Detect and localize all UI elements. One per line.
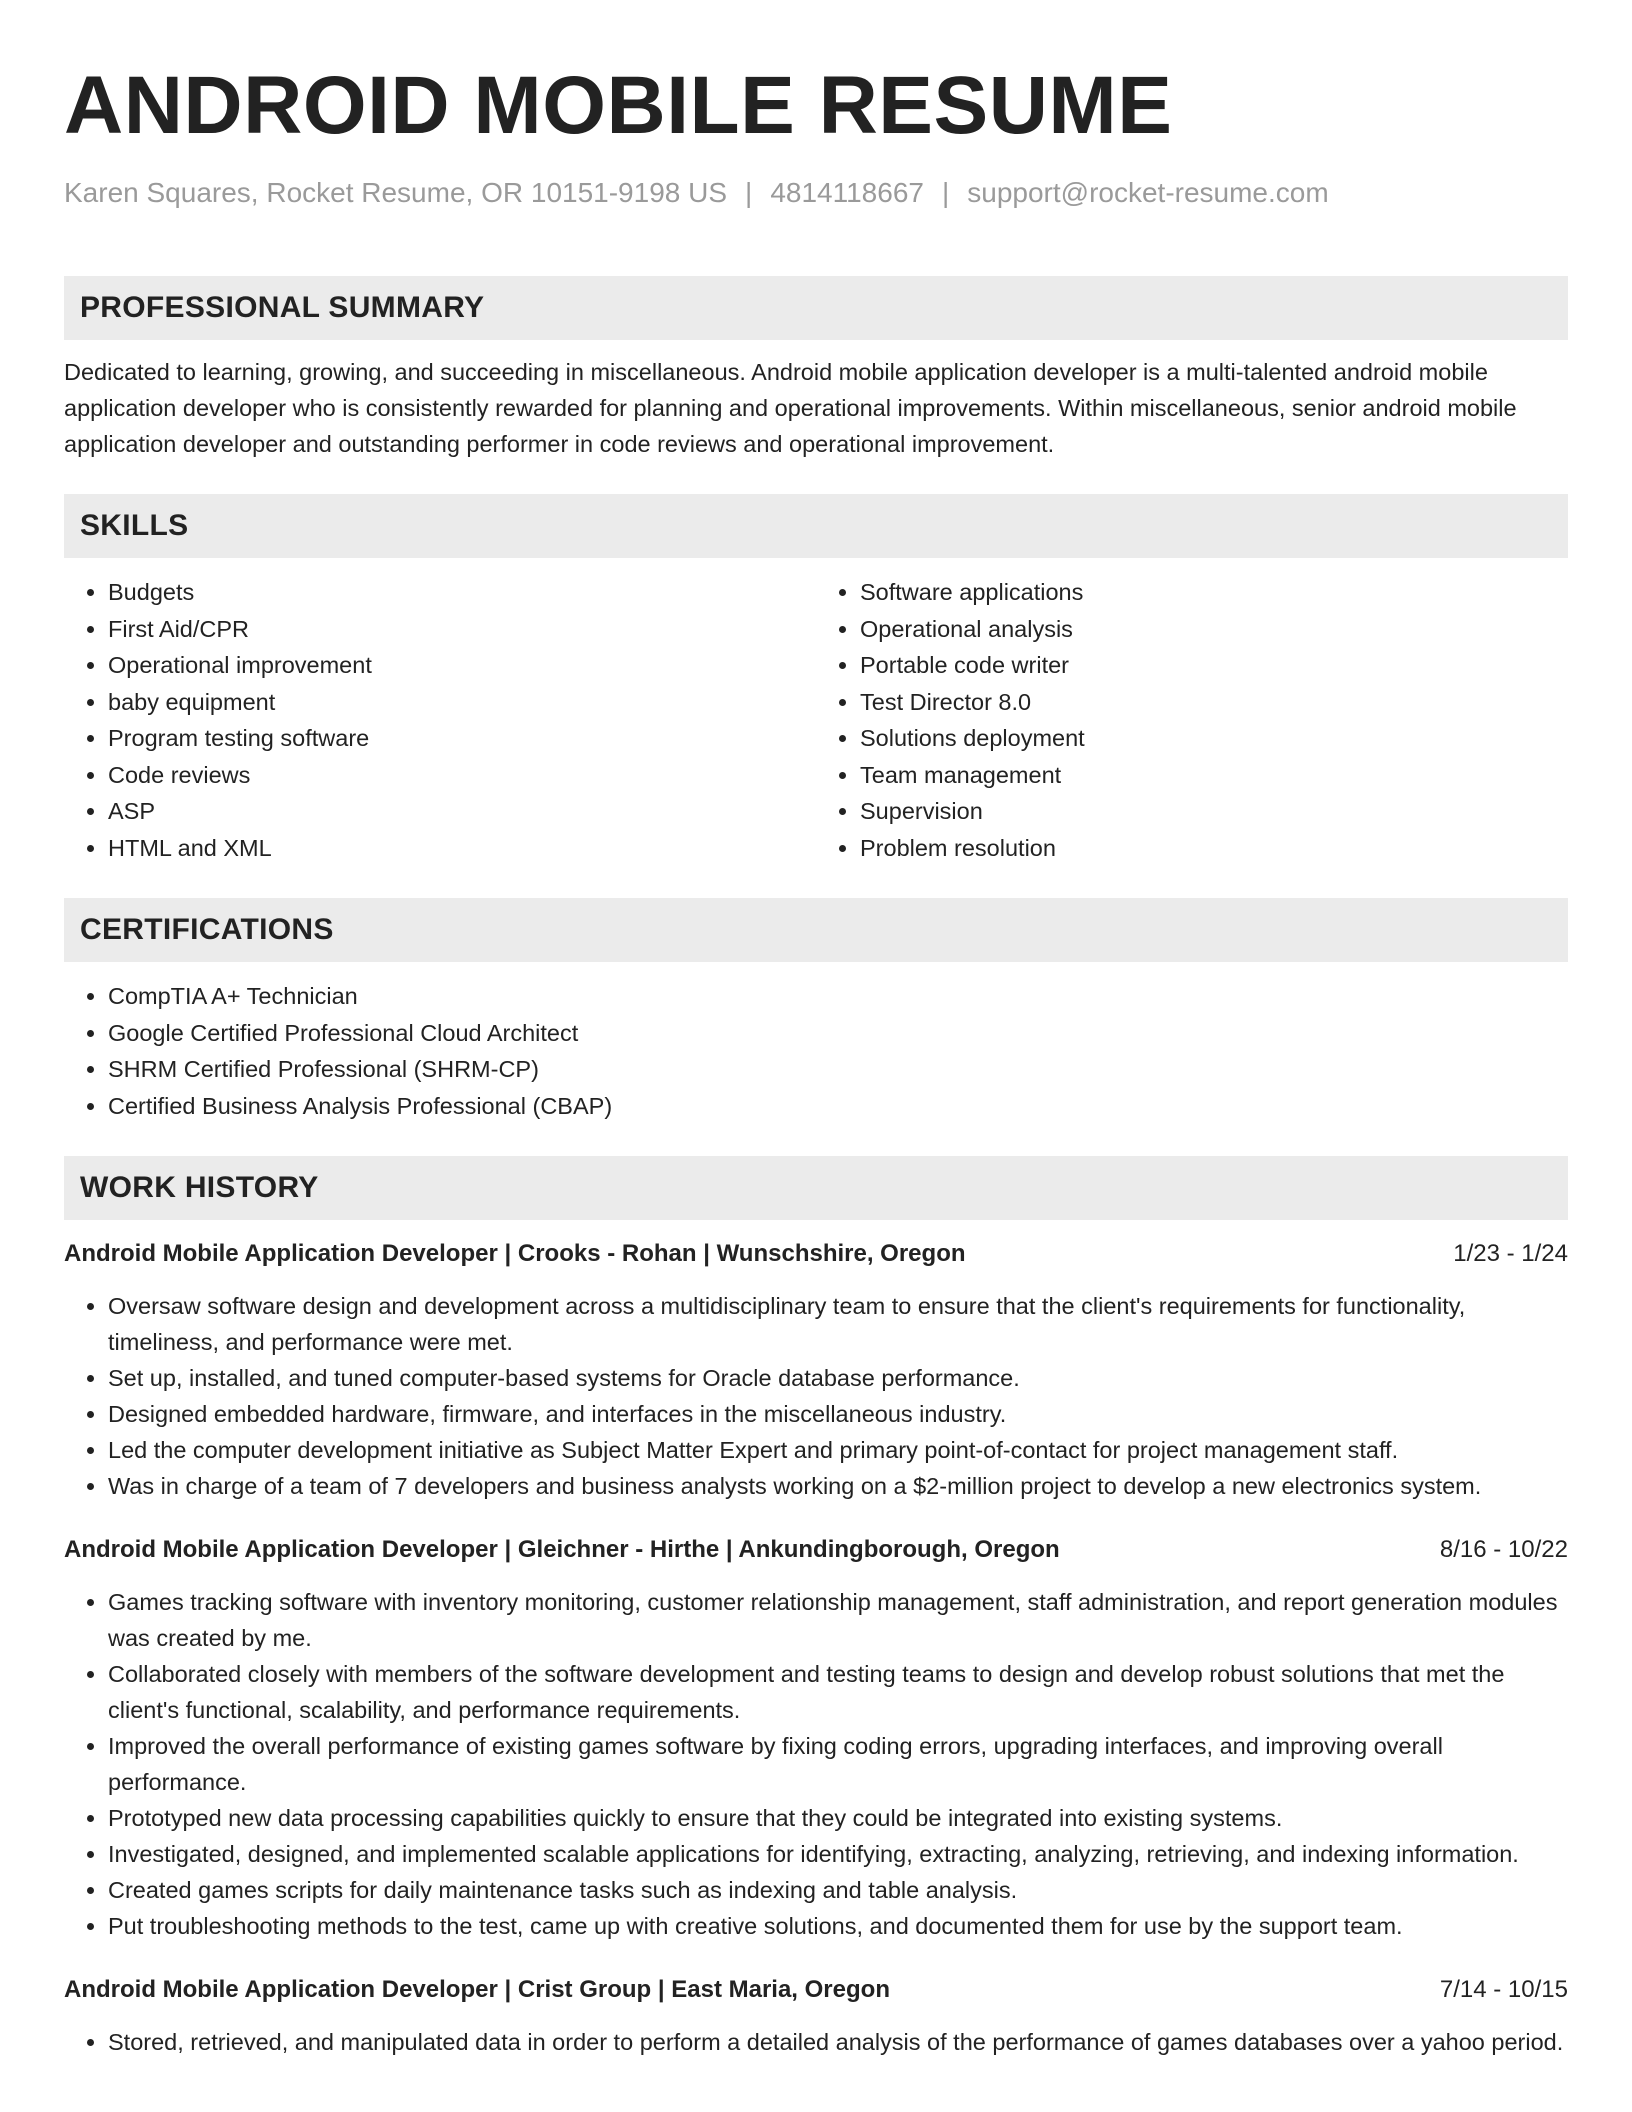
job-header	[64, 1532, 1568, 1568]
skill-item: • Supervision	[860, 793, 1568, 830]
skills-list-right	[816, 574, 1568, 866]
job-bullet: • Improved the overall performance of existing games software by fixing coding errors, upgrading interfaces, and improving overall performance.	[108, 1728, 1568, 1800]
job-entry	[64, 1532, 1568, 1944]
contact-phone: 4814118667	[770, 177, 924, 208]
skill-item: • baby equipment	[108, 684, 816, 721]
skill-item: • Test Director 8.0	[860, 684, 1568, 721]
skill-item: • Code reviews	[108, 757, 816, 794]
job-bullet: • Prototyped new data processing capabilities quickly to ensure that they could be integrated into existing systems.	[108, 1800, 1568, 1836]
skill-item: • Operational analysis	[860, 611, 1568, 648]
job-bullet: • Designed embedded hardware, firmware, and interfaces in the miscellaneous industry.	[108, 1396, 1568, 1432]
job-bullet: • Games tracking software with inventory monitoring, customer relationship management, staff administration, and report generation modules was created by me.	[108, 1584, 1568, 1656]
certification-item: • CompTIA A+ Technician	[108, 978, 1568, 1015]
skill-item: • Operational improvement	[108, 647, 816, 684]
section-heading-work-history: WORK HISTORY	[64, 1156, 1568, 1220]
job-title: Android Mobile Application Developer | Crist Group | East Maria, Oregon	[64, 1976, 890, 2003]
skills-columns	[64, 574, 1568, 866]
contact-address: Karen Squares, Rocket Resume, OR 10151-9198 US	[64, 177, 728, 208]
job-dates: 8/16 - 10/22	[1439, 1536, 1568, 1563]
job-title: Android Mobile Application Developer | Crooks - Rohan | Wunschshire, Oregon	[64, 1240, 966, 1267]
job-bullet: • Investigated, designed, and implemented scalable applications for identifying, extracting, analyzing, retrieving, and indexing information.	[108, 1836, 1568, 1872]
certifications-list	[64, 978, 1568, 1124]
certification-item: • SHRM Certified Professional (SHRM-CP)	[108, 1051, 1568, 1088]
certification-item: • Google Certified Professional Cloud Architect	[108, 1015, 1568, 1052]
job-bullet: • Set up, installed, and tuned computer-based systems for Oracle database performance.	[108, 1360, 1568, 1396]
contact-separator: |	[745, 177, 753, 208]
skill-item: • Team management	[860, 757, 1568, 794]
skills-list-left	[64, 574, 816, 866]
skill-item: • ASP	[108, 793, 816, 830]
certification-item: • Certified Business Analysis Professional (CBAP)	[108, 1088, 1568, 1125]
skill-item: • Portable code writer	[860, 647, 1568, 684]
job-entry	[64, 1236, 1568, 1504]
job-bullets	[64, 1288, 1568, 1504]
section-heading-certifications: CERTIFICATIONS	[64, 898, 1568, 962]
skill-item: • First Aid/CPR	[108, 611, 816, 648]
skill-item: • Software applications	[860, 574, 1568, 611]
job-header	[64, 1236, 1568, 1272]
contact-email: support@rocket-resume.com	[967, 177, 1329, 208]
summary-text: Dedicated to learning, growing, and succeeding in miscellaneous. Android mobile application developer is a multi-talented android mobile application developer who is consistently rewarded for planning and operational improvements. Within miscellaneous, senior android mobile application developer and outstanding performer in code reviews and operational improvement.	[64, 359, 1517, 457]
skill-item: • Program testing software	[108, 720, 816, 757]
contact-separator: |	[941, 177, 950, 208]
contact-line	[64, 176, 1568, 210]
job-bullet: • Put troubleshooting methods to the test, came up with creative solutions, and documented them for use by the support team.	[108, 1908, 1568, 1944]
job-bullet: • Was in charge of a team of 7 developers and business analysts working on a $2-million project to develop a new electronics system.	[108, 1468, 1568, 1504]
job-bullets	[64, 2024, 1568, 2060]
job-bullet: • Oversaw software design and development across a multidisciplinary team to ensure that the client's requirements for functionality, timeliness, and performance were met.	[108, 1288, 1568, 1360]
job-bullet: • Created games scripts for daily maintenance tasks such as indexing and table analysis.	[108, 1872, 1568, 1908]
job-header	[64, 1972, 1568, 2008]
skill-item: • Solutions deployment	[860, 720, 1568, 757]
page-title: ANDROID MOBILE RESUME	[64, 60, 1173, 151]
job-title: Android Mobile Application Developer | Gleichner - Hirthe | Ankundingborough, Oregon	[64, 1536, 1060, 1563]
section-heading-skills: SKILLS	[64, 494, 1568, 558]
job-bullet: • Stored, retrieved, and manipulated data in order to perform a detailed analysis of the performance of games databases over a yahoo period.	[108, 2024, 1568, 2060]
job-bullet: • Led the computer development initiative as Subject Matter Expert and primary point-of-contact for project management staff.	[108, 1432, 1568, 1468]
skill-item: • Budgets	[108, 574, 816, 611]
job-dates: 7/14 - 10/15	[1439, 1976, 1568, 2003]
job-entry	[64, 1972, 1568, 2060]
skill-item: • HTML and XML	[108, 830, 816, 867]
job-dates: 1/23 - 1/24	[1453, 1240, 1568, 1267]
skill-item: • Problem resolution	[860, 830, 1568, 867]
job-bullets	[64, 1584, 1568, 1944]
job-bullet: • Collaborated closely with members of the software development and testing teams to design and develop robust solutions that met the client's functional, scalability, and performance requirements.	[108, 1656, 1568, 1728]
section-heading-summary: PROFESSIONAL SUMMARY	[64, 276, 1568, 340]
